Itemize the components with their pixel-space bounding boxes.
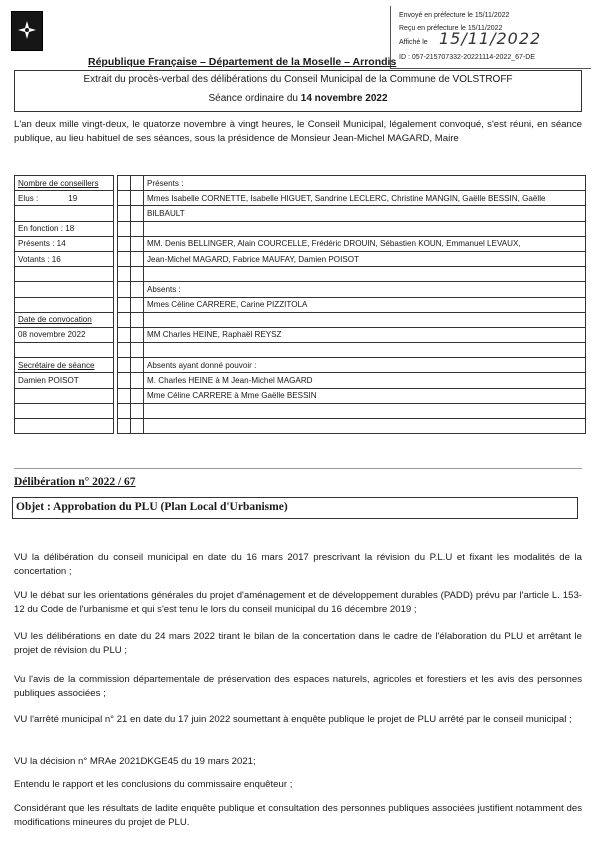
commune-logo: [11, 11, 43, 51]
objet-box: [12, 497, 578, 519]
absents-mm: MM Charles HEINE, Raphaël REYSZ: [144, 327, 586, 342]
republic-heading: République Française – Département de la Moselle – Arrondis: [88, 56, 397, 68]
nombre-conseillers-label: Nombre de conseillers: [15, 176, 114, 191]
stamp-id: ID : 057-215707332-20221114-2022_67-DE: [399, 54, 535, 61]
pouvoir-line2: Mme Céline CARRERE à Mme Gaëlle BESSIN: [144, 388, 586, 403]
elus-cell: Elus : 19: [15, 191, 114, 206]
absents-mmes: Mmes Céline CARRERE, Carine PIZZITOLA: [144, 297, 586, 312]
paragraph-vu-2: VU le débat sur les orientations générales du projet d'aménagement et de développement durables (PADD) prévu par l'article L. 153-12 du Code de l'urbanisme et qui s'est tenu le lors du conseil municipal du 16 décembre 2019 ;: [14, 590, 582, 615]
en-fonction-cell: En fonction : 18: [15, 221, 114, 236]
paragraph-vu-3: VU les délibérations en date du 24 mars 2022 tirant le bilan de la concertation dans le cadre de l'élaboration du PLU et arrêtant le projet de révision du PLU ;: [14, 631, 582, 656]
presents-mm-line2: Jean-Michel MAGARD, Fabrice MAUFAY, Damien POISOT: [144, 251, 586, 266]
presents-mm-line1: MM. Denis BELLINGER, Alain COURCELLE, Frédéric DROUIN, Sébastien KOUN, Emmanuel LEVAUX,: [144, 236, 586, 251]
paragraph-vu-6: VU la décision n° MRAe 2021DKGE45 du 19 mars 2021;: [14, 756, 256, 767]
pouvoir-label: Absents ayant donné pouvoir :: [144, 358, 586, 373]
secretaire-label: Secrétaire de séance: [15, 358, 114, 373]
stamp-envoye: Envoyé en préfecture le 15/11/2022: [399, 12, 510, 19]
stamp-affiche-label: Affiché le: [399, 39, 428, 46]
objet-title: Objet : Approbation du PLU (Plan Local d'Urbanisme): [16, 501, 288, 513]
paragraph-vu-4: Vu l'avis de la commission départementale de préservation des espaces naturels, agricoles et forestiers et les avis des personnes publiques associées ;: [14, 674, 582, 699]
paragraph-entendu: Entendu le rapport et les conclusions du commissaire enquêteur ;: [14, 779, 293, 790]
votants-cell: Votants : 16: [15, 251, 114, 266]
paragraph-vu-1: VU la délibération du conseil municipal en date du 16 mars 2017 prescrivant la révision du P.L.U et fixant les modalités de la concertation ;: [14, 552, 582, 577]
presents-mmes-line2: BILBAULT: [144, 206, 586, 221]
prefecture-stamp: [390, 6, 591, 69]
seance-title: Séance ordinaire du 14 novembre 2022: [208, 93, 388, 104]
presents-label: Présents :: [144, 176, 586, 191]
separator-line: [14, 468, 582, 469]
extrait-title: Extrait du procès-verbal des délibérations du Conseil Municipal de la Commune de VOLSTROFF: [83, 74, 513, 85]
attendance-table: [14, 175, 586, 434]
paragraph-considerant: Considérant que les résultats de ladite enquête publique et consultation des personnes publiques associées justifient notamment des modifications mineures du projet de PLU.: [14, 803, 582, 828]
presents-count-cell: Présents : 14: [15, 236, 114, 251]
date-convocation-label: Date de convocation: [15, 312, 114, 327]
date-convocation-value: 08 novembre 2022: [15, 327, 114, 342]
intro-paragraph: L'an deux mille vingt-deux, le quatorze novembre à vingt heures, le Conseil Municipal, légalement convoqué, s'est réuni, en séance publique, au lieu habituel de ses séances, sous la présidence de Monsieur Jean-Michel MAGARD, Maire: [14, 119, 582, 144]
deliberation-number: Délibération n° 2022 / 67: [14, 476, 136, 488]
pouvoir-line1: M. Charles HEINE à M Jean-Michel MAGARD: [144, 373, 586, 388]
paragraph-vu-5: VU l'arrêté municipal n° 21 en date du 17 juin 2022 soumettant à enquête publique le projet de PLU arrêté par le conseil municipal ;: [14, 714, 572, 725]
cross-emblem-icon: [17, 20, 37, 40]
header-box: [14, 70, 582, 112]
absents-label: Absents :: [144, 282, 586, 297]
stamp-recu: Reçu en préfecture le 15/11/2022: [399, 25, 503, 32]
stamp-affiche-handwritten: 15/11/2022: [439, 29, 542, 48]
presents-mmes-line1: Mmes Isabelle CORNETTE, Isabelle HIGUET, Sandrine LECLERC, Christine MANGIN, Gaëlle BESSIN, Gaëlle: [144, 191, 586, 206]
secretaire-value: Damien POISOT: [15, 373, 114, 388]
